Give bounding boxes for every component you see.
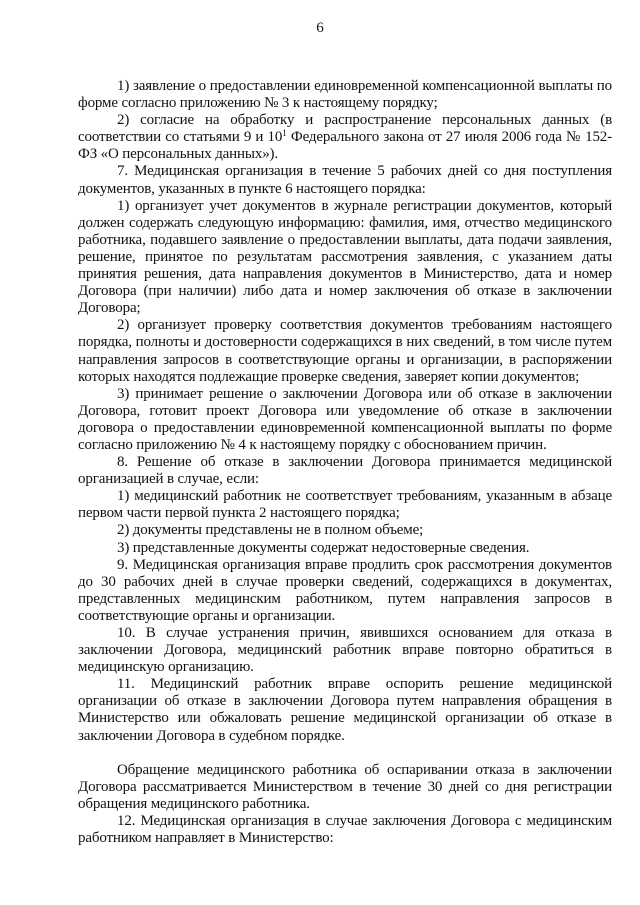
paragraph-8-2: 2) документы представлены не в полном объеме;: [117, 522, 424, 539]
page-number: 6: [316, 20, 324, 36]
paragraph-7-3: 3) принимает решение о заключении Договора или об отказе в заключении Договора, готовит проект Договора или уведомление об отказе в заключении договора о предоставлении единовременной компенсационной выплаты по форме согласно приложению № 4 к настоящему порядку с обоснованием причин.: [78, 385, 612, 453]
paragraph-7-1: 1) организует учет документов в журнале регистрации документов, который должен содержать следующую информацию: фамилия, имя, отчество медицинского работника, подавшего заявление о предоставлении выплаты, дата подачи заявления, решение, принятое по результатам рассмотрения заявления, с указанием даты принятия решения, дата направления документов в Министерство, дата и номер Договора (при наличии) либо дата и номер заключения об отказе в заключении Договора;: [78, 197, 612, 317]
paragraph-8-1: 1) медицинский работник не соответствует требованиям, указанным в абзаце первом части первой пункта 2 настоящего порядка;: [78, 488, 612, 522]
paragraph-7: 7. Медицинская организация в течение 5 рабочих дней со дня поступления документов, указанных в пункте 6 настоящего порядка:: [78, 163, 612, 197]
paragraph-6-2-text: 2) согласие на обработку и распространение персональных данных (в соответствии со статьями 9 и 10: [78, 112, 612, 146]
paragraph-8-3: 3) представленные документы содержат недостоверные сведения.: [117, 539, 530, 556]
paragraph-6-2-text-cont: Федерального закона от 27 июля 2006 года № 152-ФЗ «О персональных данных»).: [78, 129, 612, 163]
paragraph-12: 12. Медицинская организация в случае заключения Договора с медицинским работником направляет в Министерство:: [78, 812, 612, 847]
paragraph-11: 11. Медицинский работник вправе оспорить решение медицинской организации об отказе в заключении Договора путем направления обращения в Министерство или обжаловать решение медицинской организации об отказе в заключении Договора в судебном порядке.: [78, 676, 612, 744]
paragraph-9: 9. Медицинская организация вправе продлить срок рассмотрения документов до 30 рабочих дней в случае проверки сведений, содержащихся в документах, представленных медицинским работником, путем направления запросов в соответствующие органы и организации.: [78, 556, 612, 624]
paragraph-6-2: [78, 112, 612, 163]
document-body: [78, 78, 612, 847]
paragraph-6-1: 1) заявление о предоставлении единовременной компенсационной выплаты по форме согласно приложению № 3 к настоящему порядку;: [78, 78, 612, 112]
footnote-superscript: 1: [282, 128, 287, 139]
paragraph-10: 10. В случае устранения причин, явившихся основанием для отказа в заключении Договора, медицинский работник вправе повторно обратиться в медицинскую организацию.: [78, 625, 612, 676]
paragraph-11-appeal: Обращение медицинского работника об оспаривании отказа в заключении Договора рассматривается Министерством в течение 30 дней со дня регистрации обращения медицинского работника.: [78, 761, 612, 812]
paragraph-7-2: 2) организует проверку соответствия документов требованиям настоящего порядка, полноты и достоверности содержащихся в них сведений, в том числе путем направления запросов в соответствующие органы и организации, в распоряжении которых находятся подлежащие проверке сведения, заверяет копии документов;: [78, 317, 612, 385]
paragraph-8: 8. Решение об отказе в заключении Договора принимается медицинской организацией в случае, если:: [78, 454, 612, 488]
